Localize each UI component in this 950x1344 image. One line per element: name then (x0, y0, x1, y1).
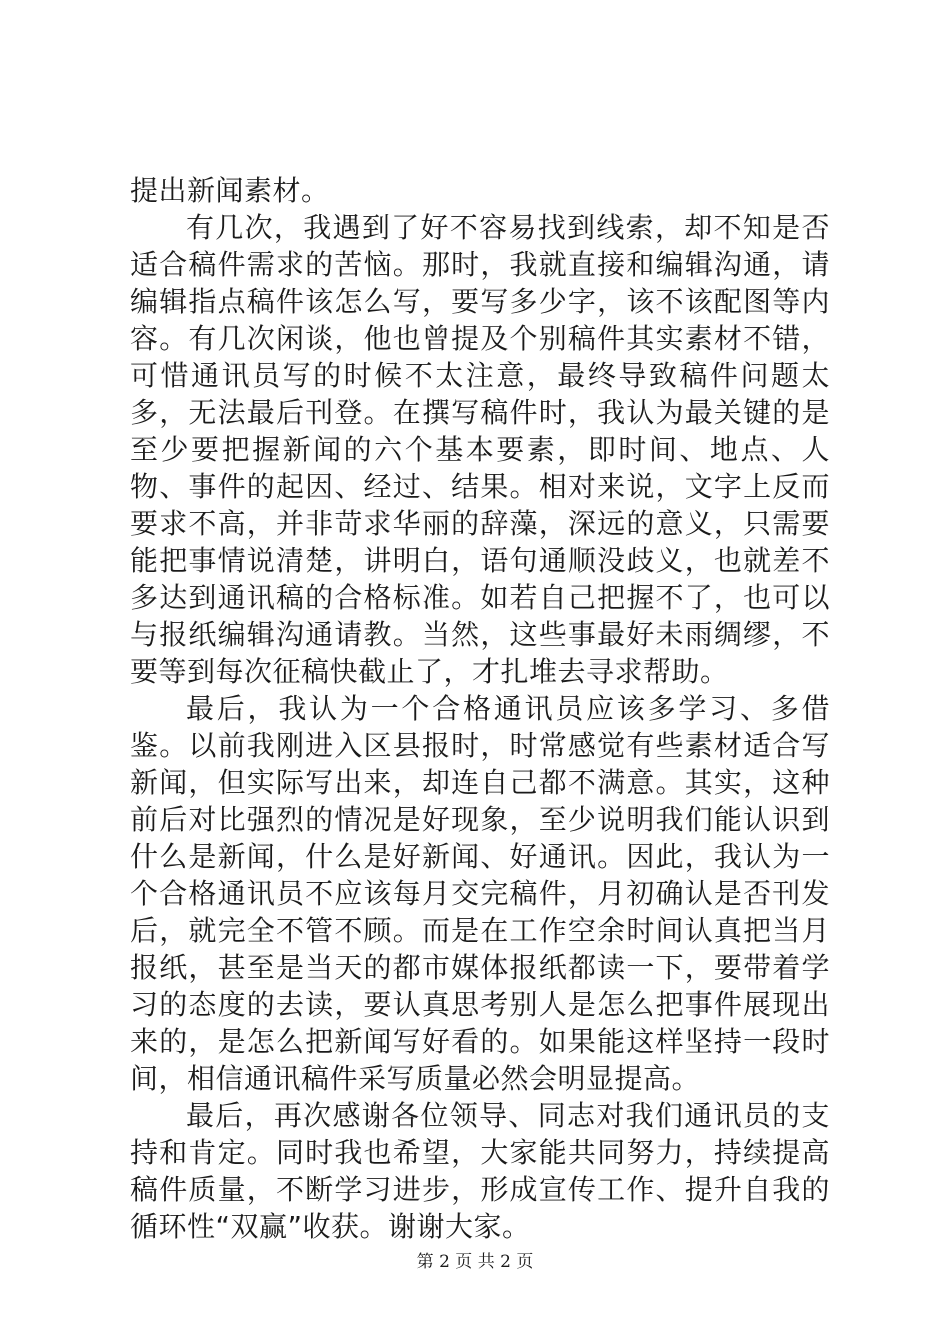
paragraph-2: 有几次，我遇到了好不容易找到线索，却不知是否适合稿件需求的苦恼。那时，我就直接和编辑沟通，请编辑指点稿件该怎么写，要写多少字，该不该配图等内容。有几次闲谈，他也曾提及个别稿件其实素材不错，可惜通讯员写的时候不太注意，最终导致稿件问题太多，无法最后刊登。在撰写稿件时，我认为最关键的是至少要把握新闻的六个基本要素，即时间、地点、人物、事件的起因、经过、结果。相对来说，文字上反而要求不高，并非苛求华丽的辞藻，深远的意义，只需要能把事情说清楚，讲明白，语句通顺没歧义，也就差不多达到通讯稿的合格标准。如若自己把握不了，也可以与报纸编辑沟通请教。当然，这些事最好未雨绸缪，不要等到每次征稿快截止了，才扎堆去寻求帮助。 (130, 211, 830, 688)
document-body (130, 172, 830, 1245)
paragraph-4: 最后，再次感谢各位领导、同志对我们通讯员的支持和肯定。同时我也希望，大家能共同努力，持续提高稿件质量，不断学习进步，形成宣传工作、提升自我的循环性“双赢”收获。谢谢大家。 (130, 1099, 830, 1243)
paragraph-1: 提出新闻素材。 (130, 174, 330, 207)
page-footer: 第 2 页 共 2 页 (416, 1252, 534, 1272)
paragraph-3: 最后，我认为一个合格通讯员应该多学习、多借鉴。以前我刚进入区县报时，时常感觉有些素材适合写新闻，但实际写出来，却连自己都不满意。其实，这种前后对比强烈的情况是好现象，至少说明我们能认识到什么是新闻，什么是好新闻、好通讯。因此，我认为一个合格通讯员不应该每月交完稿件，月初确认是否刊发后，就完全不管不顾。而是在工作空余时间认真把当月报纸，甚至是当天的都市媒体报纸都读一下，要带着学习的态度的去读，要认真思考别人是怎么把事件展现出来的，是怎么把新闻写好看的。如果能这样坚持一段时间，相信通讯稿件采写质量必然会明显提高。 (130, 692, 830, 1095)
